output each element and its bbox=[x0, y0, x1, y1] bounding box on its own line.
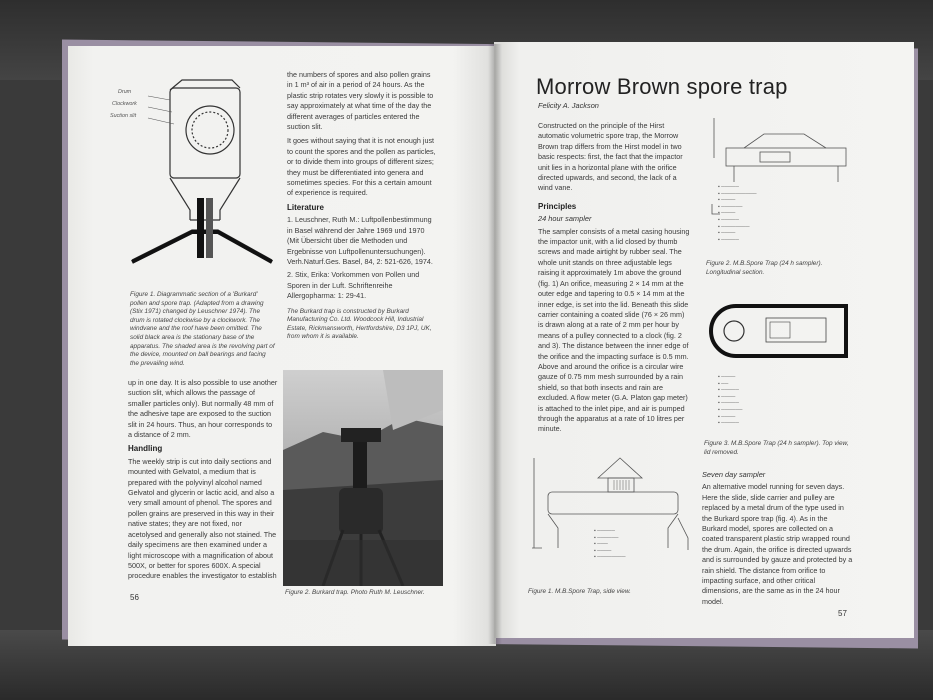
right-fig3-caption: Figure 3. M.B.Spore Trap (24 h sampler). Top view, lid removed. bbox=[704, 440, 849, 456]
literature-item: 2. Stix, Erika: Vorkommen von Pollen und Sporen in der Luft. Schriftenreihe Allergopharma: 1: 29-41. bbox=[287, 270, 420, 301]
col1-paragraph: up in one day. It is also possible to use another suction slit, which allows the passage of smaller particles only). But normally 48 mm of the adhesive tape are exposed to the suction slit in 24 hours. Thus, an hour corresponds to a distance of 2 mm. bbox=[128, 378, 278, 440]
principles-subheading: 24 hour sampler bbox=[538, 214, 592, 224]
longitudinal-section-legend: ▪ ───── ▪ ────────── ▪ ──── ▪ ────── ▪ ──── ▪ ───── ▪ ──────── ▪ ──── ▪ ───── bbox=[718, 184, 757, 243]
fig1-label-drum: Drum bbox=[118, 89, 132, 95]
literature-item: 1. Leuschner, Ruth M.: Luftpollenbestimmung in Basel während der Jahre 1969 und 1970 (Mit Übersicht über die Methoden und Ergebnisse von Luftpollenuntersuchungen). Verh.Naturf.Ges. Basel, 84, 2: 521-626, 1974. bbox=[287, 215, 433, 266]
burkard-trap-photo bbox=[283, 370, 443, 586]
col2-paragraph-2: It goes without saying that it is not enough just to count the spores and the pollen as particles, or to divide them into groups of different sizes; they must be differentiated into genera and sometimes species. For this a certain amount of experience is required. bbox=[287, 136, 436, 198]
principles-heading: Principles bbox=[538, 201, 577, 211]
right-column-2 bbox=[702, 470, 854, 611]
burkard-trap-note: The Burkard trap is constructed by Burkard Manufacturing Co. Ltd. Woodcock Hill, Industrial Estate, Rickmansworth, Hertfordshire, D3 1PJ, UK, from whom it is available. bbox=[287, 307, 432, 341]
right-fig2-caption: Figure 2. M.B.Spore Trap (24 h sampler). Longitudinal section. bbox=[706, 260, 823, 276]
left-column-2 bbox=[287, 70, 437, 346]
intro-paragraph: Constructed on the principle of the Hirst automatic volumetric spore trap, the Morrow Brown trap differs from the Hirst model in two basic respects: first, the fact that the impactor unit lies in a horizontal plane with the orifice directed upwards, and second, the lack of a wind vane. bbox=[538, 121, 683, 193]
left-fig1-caption: Figure 1. Diagrammatic section of a 'Burkard' pollen and spore trap. (Adapted from a drawing (Stix 1971) changed by Leuschner 1974). The drum is rotated clockwise by a clockwork. The windvane and the roof have been omitted. The solid black area is the stationary base of the apparatus. The shaded area is the revolving part of the device, mounted on ball bearings and facing the prevailing wind. bbox=[130, 291, 275, 367]
left-column-1 bbox=[128, 378, 278, 586]
handling-heading: Handling bbox=[128, 444, 163, 454]
page-number-right: 57 bbox=[838, 609, 847, 618]
page-number-left: 56 bbox=[130, 593, 139, 602]
fig1-label-clockwork: Clockwork bbox=[112, 101, 137, 107]
top-view-diagram bbox=[706, 296, 856, 376]
handling-paragraph: The weekly strip is cut into daily sections and mounted with Gelvatol, a medium that is prepared with the polyvinyl alcohol named Gelvatol and glycerin or lactic acid, and also a very small amount of phenol. The spores and pollen grains are preserved in this way in their native states; they are not fixed, nor acetolysed and generally also not stained. The daily specimens are then examined under a light microscope with a magnification of about 500X, or better for spores 600X. A special procedure enables the investigator to establish bbox=[128, 456, 277, 581]
principles-paragraph: The sampler consists of a metal casing housing the impactor unit, with a lid closed by thumb screws and made airtight by rubber seal. The whole unit stands on three adjustable legs raising it approximately 1m above the ground (fig. 1) An orifice, measuring 2 × 14 mm at the outer edge and tapering to 0.5 × 14 mm at the inner edge, is set into the lid. Beneath this slide carrier containing a coated slide (76 × 26 mm) is drawn along at a rate of 2 mm per hour by means of a pulley connected to a clock (fig. 2 and 3). The distance between the inner edge of the orifice and the impacting surface is 0.5 mm. Above and around the orifice is a circular wire gauze of 0.75 mm mesh surrounded by a rain shield, so that both insects and rain are excluded. A flow meter (G.A. Platon gap meter) is attached to the inlet pipe, and air is pumped through the apparatus at a rate of 10 litres per minute. bbox=[538, 226, 690, 434]
left-fig2-caption: Figure 2. Burkard trap. Photo Ruth M. Leuschner. bbox=[285, 589, 425, 596]
article-title: Morrow Brown spore trap bbox=[536, 74, 788, 99]
side-view-legend: ▪ ───── ▪ ────── ▪ ─── ▪ ──── ▪ ──────── bbox=[594, 528, 626, 561]
seven-day-heading: Seven day sampler bbox=[702, 470, 766, 479]
col2-paragraph-1: the numbers of spores and also pollen grains in 1 m³ of air in a period of 24 hours. As the plastic strip rotates very slowly it is possible to say approximately at what time of the day the different averages of particles entered the suction slit. bbox=[287, 70, 434, 132]
right-fig1-caption: Figure 1. M.B.Spore Trap, side view. bbox=[528, 588, 631, 595]
article-author: Felicity A. Jackson bbox=[538, 101, 599, 110]
literature-list bbox=[287, 215, 437, 301]
right-column-1 bbox=[538, 121, 690, 439]
literature-heading: Literature bbox=[287, 202, 324, 212]
book-gutter bbox=[488, 44, 502, 644]
top-view-legend: ▪ ──── ▪ ── ▪ ───── ▪ ──── ▪ ───── ▪ ────── ▪ ──── ▪ ───── bbox=[718, 374, 743, 427]
burkard-trap-diagram bbox=[122, 70, 278, 285]
fig1-label-suction-slit: Suction slit bbox=[110, 113, 137, 119]
seven-day-paragraph: An alternative model running for seven days. Here the slide, slide carrier and pulley are replaced by a metal drum of the type used in the Burkard spore trap (fig. 4). As in the Burkard model, spores are collected on a coated transparent plastic strip wrapped round the drum. Again, the orifice is directed upwards and is surrounded by gauze and protected by a rain shield. The distance from orifice to impacting surface, and other critical dimensions, are the same as in the 24 hour model. bbox=[702, 482, 853, 606]
